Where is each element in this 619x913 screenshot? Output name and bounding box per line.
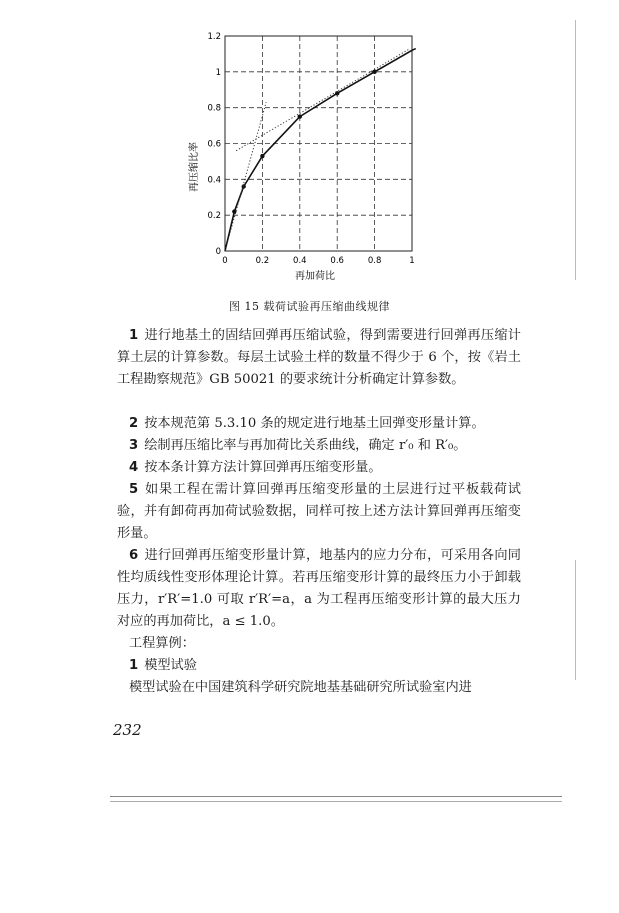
- recompression-curve: [225, 49, 416, 251]
- y-tick-label: 1.2: [207, 32, 221, 42]
- paragraph-text: 模型试验: [144, 658, 197, 673]
- recompression-chart: [180, 22, 430, 292]
- y-tick-label: 0: [215, 247, 221, 257]
- paragraph: [117, 479, 521, 545]
- data-point: [260, 154, 264, 158]
- x-tick-label: 1: [409, 256, 415, 266]
- paragraph-text: 绘制再压缩比率与再加荷比关系曲线，确定 r′₀ 和 R′₀。: [144, 438, 467, 453]
- data-point: [372, 70, 376, 74]
- y-tick-label: 0.8: [207, 103, 221, 114]
- data-point: [242, 184, 246, 188]
- paragraph-number: 6: [129, 548, 139, 563]
- y-axis-label: 再压缩比率: [189, 142, 200, 192]
- paragraph-text: 按本条计算方法计算回弹再压缩变形量。: [144, 460, 382, 475]
- paragraph: [117, 633, 521, 655]
- x-tick-label: 0.2: [255, 256, 270, 266]
- paragraph-number: 2: [129, 416, 139, 431]
- data-point: [298, 114, 302, 118]
- paragraph: [117, 545, 521, 633]
- y-tick-label: 0.2: [207, 211, 221, 222]
- paragraph-number: 3: [129, 438, 139, 453]
- x-tick-label: 0.6: [330, 256, 344, 266]
- y-tick-label: 0.4: [207, 175, 221, 186]
- paragraph: [117, 457, 521, 479]
- paragraph: [117, 325, 521, 391]
- paragraph-number: 4: [129, 460, 139, 475]
- paragraph-number: 5: [129, 482, 139, 497]
- scan-artifact-line: [110, 801, 562, 802]
- edge-mark: [575, 20, 576, 280]
- paragraph-text: 进行回弹再压缩变形量计算，地基内的应力分布，可采用各向同性均质线性变形体理论计算。若再压缩变形计算的最终压力小于卸载压力，r′R′=1.0 可取 r′R′=a，a 为工程再压缩变形计算的最大压力对应的再加荷比，a ≤ 1.0。: [117, 548, 521, 629]
- paragraph-number: 1: [129, 328, 139, 343]
- x-axis-label: 再加荷比: [295, 271, 335, 282]
- paragraph: [117, 413, 521, 435]
- paragraph-text: 进行地基土的固结回弹再压缩试验，得到需要进行回弹再压缩计算土层的计算参数。每层土试验土样的数量不得少于 6 个，按《岩土工程勘察规范》GB 50021 的要求统计分析确定计算参数。: [117, 328, 521, 387]
- tangent-line: [225, 102, 266, 251]
- page-number: 232: [113, 721, 142, 739]
- x-tick-label: 0.8: [367, 256, 382, 266]
- paragraph-text: 模型试验在中国建筑科学研究院地基基础研究所试验室内进: [129, 680, 472, 695]
- x-tick-label: 0: [222, 256, 228, 266]
- chart-grid: [225, 36, 412, 251]
- paragraph: [117, 435, 521, 457]
- y-tick-label: 1: [215, 67, 221, 78]
- x-tick-label: 0.4: [293, 256, 307, 266]
- scan-artifact-line: [110, 796, 562, 797]
- edge-mark: [575, 560, 576, 680]
- chart-lines: [225, 49, 416, 251]
- paragraph-number: 1: [129, 658, 139, 673]
- paragraph-text: 工程算例：: [129, 636, 195, 651]
- paragraph: [117, 677, 521, 699]
- y-tick-label: 0.6: [207, 139, 221, 150]
- figure-caption: 图 15 载荷试验再压缩曲线规律: [229, 300, 390, 313]
- paragraph: [117, 655, 521, 677]
- paragraph-text: 按本规范第 5.3.10 条的规定进行地基土回弹变形量计算。: [144, 416, 485, 431]
- paragraph-text: 如果工程在需计算回弹再压缩变形量的土层进行过平板载荷试验，并有卸荷再加荷试验数据，同样可按上述方法计算回弹再压缩变形量。: [117, 482, 521, 541]
